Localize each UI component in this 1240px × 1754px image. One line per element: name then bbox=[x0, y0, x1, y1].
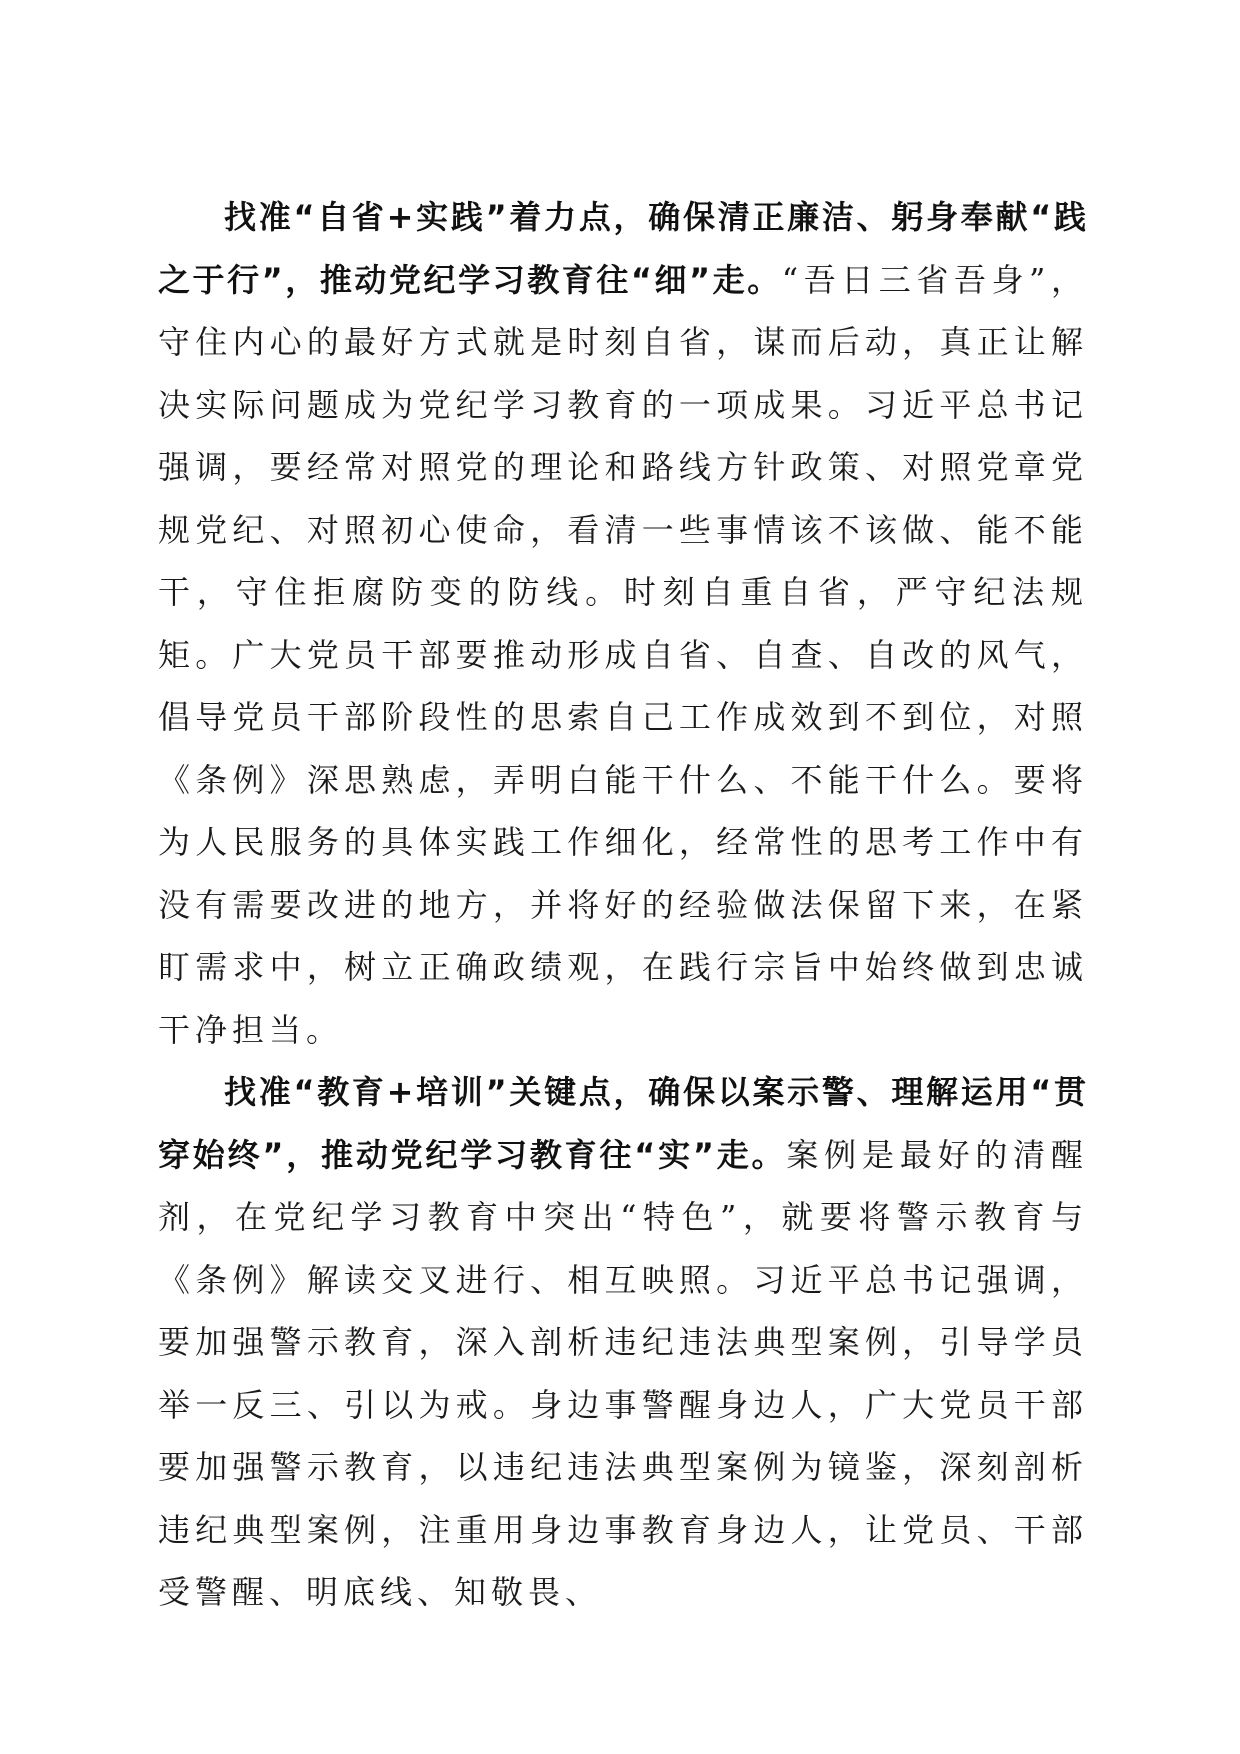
paragraph-heading: 找准“自省+实践”着力点，确保清正廉洁、躬身奉献“践之于行”，推动党纪学习教育往“细”走。 bbox=[158, 198, 1088, 299]
paragraph-text: 案例是最好的清醒剂，在党纪学习教育中突出“特色”，就要将警示教育与《条例》解读交叉进行、相互映照。习近平总书记强调，要加强警示教育，深入剖析违纪违法典型案例，引导学员举一反三、引以为戒。身边事警醒身边人，广大党员干部要加强警示教育，以违纪违法典型案例为镜鉴，深刻剖析违纪典型案例，注重用身边事教育身边人，让党员、干部受警醒、明底线、知敬畏、 bbox=[158, 1135, 1088, 1611]
paragraph-heading: 找准“教育+培训”关键点，确保以案示警、理解运用“贯穿始终”，推动党纪学习教育往“实”走。 bbox=[158, 1073, 1088, 1174]
paragraph-text: “吾日三省吾身”，守住内心的最好方式就是时刻自省，谋而后动，真正让解决实际问题成为党纪学习教育的一项成果。习近平总书记强调，要经常对照党的理论和路线方针政策、对照党章党规党纪、对照初心使命，看清一些事情该不该做、能不能干，守住拒腐防变的防线。时刻自重自省，严守纪法规矩。广大党员干部要推动形成自省、自查、自改的风气，倡导党员干部阶段性的思索自己工作成效到不到位，对照《条例》深思熟虑，弄明白能干什么、不能干什么。要将为人民服务的具体实践工作细化，经常性的思考工作中有没有需要改进的地方，并将好的经验做法保留下来，在紧盯需求中，树立正确政绩观，在践行宗旨中始终做到忠诚干净担当。 bbox=[158, 260, 1088, 1049]
paragraph-education-training bbox=[158, 1061, 1088, 1624]
paragraph-self-reflection bbox=[158, 186, 1088, 1061]
document-body bbox=[158, 186, 1088, 1624]
